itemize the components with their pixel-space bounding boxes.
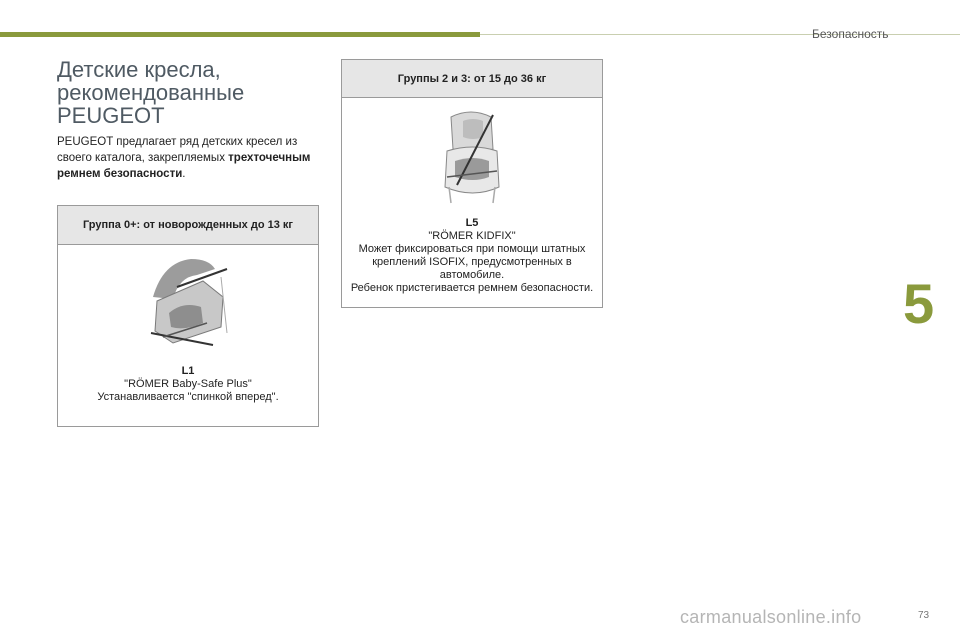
seat-description: Устанавливается "спинкой вперед". (97, 391, 279, 403)
baby-seat-illustration (143, 257, 233, 347)
page-title (57, 58, 327, 127)
chapter-number: 5 (903, 272, 935, 335)
section-title: Безопасность (812, 27, 889, 41)
page-number: 73 (918, 610, 930, 621)
page-title-line-2: рекомендованные (57, 80, 245, 105)
header-accent-bar (0, 32, 480, 37)
seat-code: L1 (181, 365, 195, 377)
seat-description-line-1: Может фиксироваться при помощи штатных (358, 243, 586, 255)
seat-description-line-3: автомобиле. (439, 269, 505, 281)
intro-emphasis: трехточечным ремнем безопасности (57, 152, 311, 180)
intro-text-end: . (182, 168, 186, 180)
page-title-line-1: Детские кресла, (57, 57, 221, 82)
booster-seat-illustration (437, 107, 507, 207)
seat-caption (58, 365, 318, 404)
seat-card-header: Группы 2 и 3: от 15 до 36 кг (342, 60, 602, 98)
seat-card-group-2-3 (341, 59, 603, 308)
seat-card-group-0 (57, 205, 319, 427)
seat-model: "RÖMER Baby-Safe Plus" (124, 378, 252, 390)
seat-card-header: Группа 0+: от новорожденных до 13 кг (58, 206, 318, 245)
page-title-line-3: PEUGEOT (57, 103, 165, 128)
intro-text: PEUGEOT предлагает ряд детских кресел из своего каталога, закрепляемых (57, 136, 298, 164)
seat-code: L5 (465, 217, 479, 229)
intro-paragraph (57, 134, 327, 182)
watermark: carmanualsonline.info (680, 607, 862, 627)
seat-description-line-4: Ребенок пристегивается ремнем безопасности. (350, 282, 594, 294)
seat-description-line-2: креплений ISOFIX, предусмотренных в (372, 256, 572, 268)
seat-caption (342, 217, 602, 295)
seat-model: "RÖMER KIDFIX" (428, 230, 516, 242)
